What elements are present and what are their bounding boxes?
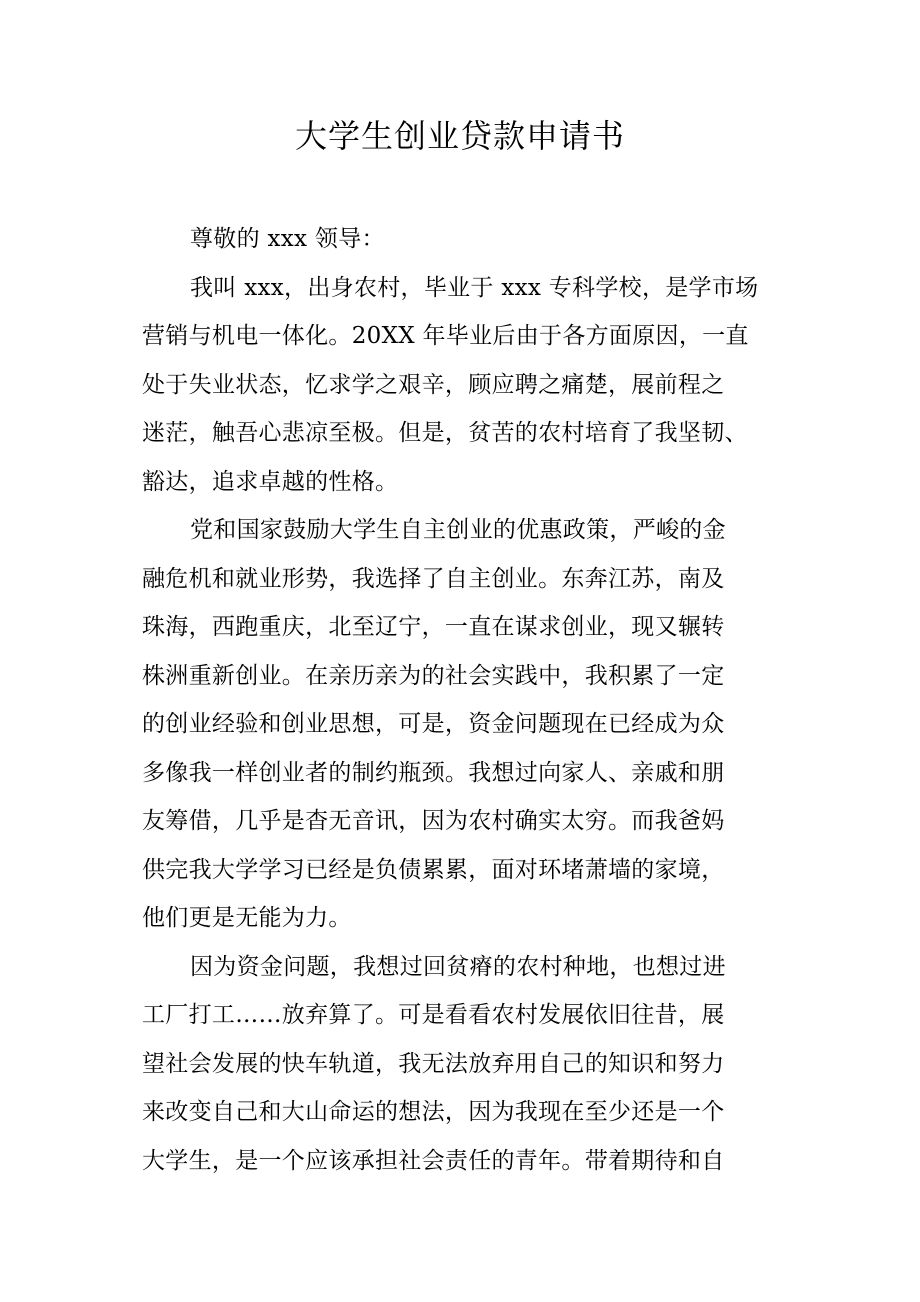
body-line: 因为资金问题，我想过回贫瘠的农村种地，也想过进 bbox=[190, 953, 726, 980]
body-line: 大学生，是一个应该承担社会责任的青年。带着期待和自 bbox=[142, 1147, 725, 1174]
body-line: 营销与机电一体化。20XX 年毕业后由于各方面原因，一直 bbox=[142, 323, 749, 349]
body-line: 来改变自己和大山命运的想法，因为我现在至少还是一个 bbox=[142, 1099, 725, 1125]
body-line: 豁达，追求卓越的性格。 bbox=[142, 468, 399, 495]
body-line: 工厂打工……放弃算了。可是看看农村发展依旧往昔，展 bbox=[142, 1002, 725, 1028]
body-line: 望社会发展的快车轨道，我无法放弃用自己的知识和努力 bbox=[142, 1050, 725, 1077]
body-line: 迷茫，触吾心悲凉至极。但是，贫苦的农村培育了我坚韧、 bbox=[142, 420, 748, 446]
body-line: 他们更是无能为力。 bbox=[142, 905, 352, 931]
body-line: 友筹借，几乎是杳无音讯，因为农村确实太穷。而我爸妈 bbox=[142, 808, 725, 834]
body-line: 的创业经验和创业思想，可是，资金问题现在已经成为众 bbox=[142, 711, 725, 737]
body-line: 我叫 xxx，出身农村，毕业于 xxx 专科学校，是学市场 bbox=[190, 274, 759, 301]
body-line: 株洲重新创业。在亲历亲为的社会实践中，我积累了一定 bbox=[142, 662, 725, 689]
document-body bbox=[142, 215, 782, 1185]
salutation-line: 尊敬的 xxx 领导： bbox=[190, 226, 385, 252]
document-title: 大学生创业贷款申请书 bbox=[294, 117, 625, 155]
body-line: 融危机和就业形势，我选择了自主创业。东奔江苏，南及 bbox=[142, 565, 725, 592]
body-line: 处于失业状态，忆求学之艰辛，顾应聘之痛楚，展前程之 bbox=[142, 371, 725, 398]
body-line: 珠海，西跑重庆，北至辽宁，一直在谋求创业，现又辗转 bbox=[142, 614, 725, 640]
body-line: 供完我大学学习已经是负债累累，面对环堵萧墙的家境， bbox=[142, 856, 725, 883]
body-line: 多像我一样创业者的制约瓶颈。我想过向家人、亲戚和朋 bbox=[142, 759, 725, 786]
body-line: 党和国家鼓励大学生自主创业的优惠政策，严峻的金 bbox=[190, 517, 726, 543]
